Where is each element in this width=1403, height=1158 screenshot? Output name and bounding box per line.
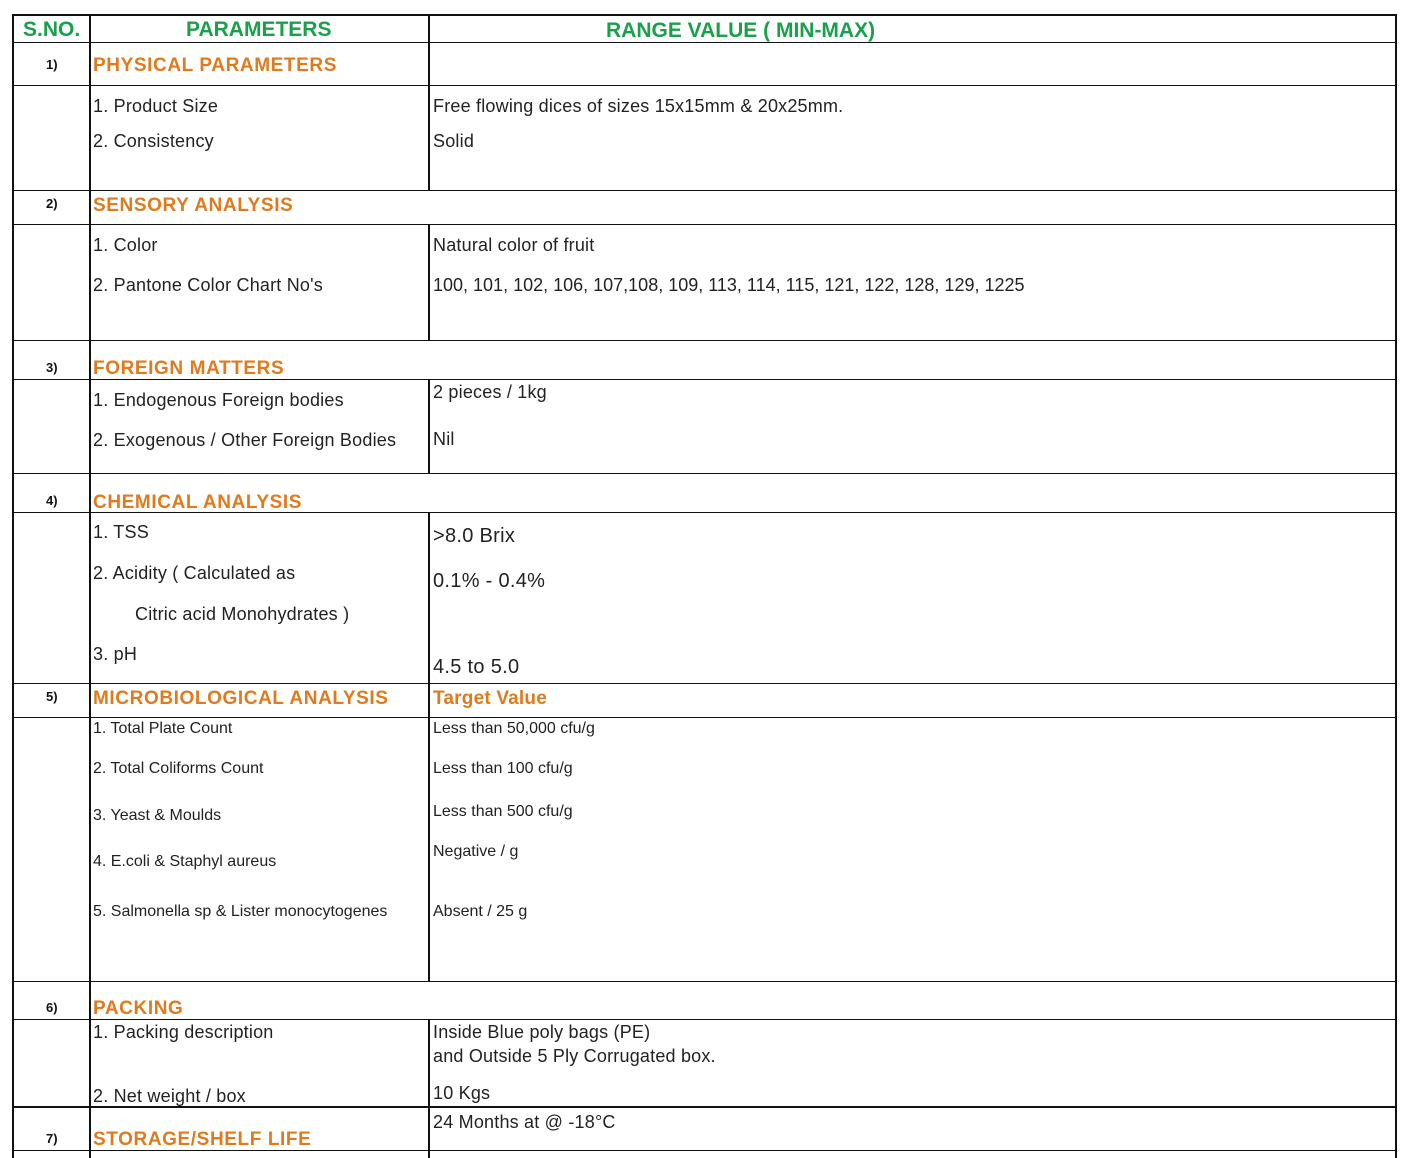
section-title-storage: STORAGE/SHELF LIFE [93, 1129, 312, 1150]
section-number: 6) [46, 1000, 58, 1015]
param-label: 2. Pantone Color Chart No's [93, 275, 323, 295]
param-value: Less than 50,000 cfu/g [433, 720, 595, 737]
row-divider [12, 85, 1397, 86]
section-title-microbiological: MICROBIOLOGICAL ANALYSIS [93, 688, 389, 709]
column-divider-value [428, 512, 430, 982]
section-title-physical: PHYSICAL PARAMETERS [93, 55, 338, 76]
column-divider-value [428, 224, 430, 341]
header-range-value: RANGE VALUE ( MIN-MAX) [606, 19, 876, 42]
row-divider [12, 340, 1397, 341]
section-title-foreign: FOREIGN MATTERS [93, 358, 285, 379]
table-border-right [1395, 14, 1397, 1158]
row-divider [12, 683, 1397, 684]
section-number: 3) [46, 360, 58, 375]
param-label: 1. TSS [93, 522, 149, 542]
section-number: 7) [46, 1131, 58, 1146]
header-parameters: PARAMETERS [186, 18, 332, 41]
param-value: Nil [433, 429, 455, 449]
row-divider [12, 1019, 1397, 1020]
section-title-packing: PACKING [93, 998, 184, 1019]
param-label: 2. Consistency [93, 131, 214, 151]
row-divider [12, 1106, 1397, 1108]
param-label-continued: Citric acid Monohydrates ) [135, 604, 350, 624]
row-divider [12, 224, 1397, 225]
param-value-continued: and Outside 5 Ply Corrugated box. [433, 1046, 716, 1066]
section-number: 1) [46, 57, 58, 72]
row-divider [12, 379, 1397, 380]
param-label: 1. Total Plate Count [93, 720, 233, 737]
row-divider [12, 717, 1397, 718]
param-value: Less than 100 cfu/g [433, 760, 573, 777]
param-value: 4.5 to 5.0 [433, 656, 520, 678]
param-value: Inside Blue poly bags (PE) [433, 1022, 651, 1042]
column-divider-sno [89, 14, 91, 1158]
row-divider [12, 981, 1397, 982]
row-divider [12, 473, 1397, 474]
section-title-chemical: CHEMICAL ANALYSIS [93, 492, 303, 513]
section-number: 5) [46, 689, 58, 704]
row-divider [12, 1150, 1397, 1151]
param-value: 2 pieces / 1kg [433, 382, 547, 402]
param-value: 100, 101, 102, 106, 107,108, 109, 113, 114, 115, 121, 122, 128, 129, 1225 [433, 275, 1025, 295]
param-label: 5. Salmonella sp & Lister monocytogenes [93, 903, 388, 920]
column-divider-value [428, 14, 430, 86]
param-value: Free flowing dices of sizes 15x15mm & 20x25mm. [433, 96, 844, 116]
table-border-left [12, 14, 14, 1158]
column-divider-value [428, 85, 430, 191]
param-label: 2. Acidity ( Calculated as [93, 563, 296, 583]
param-label: 3. pH [93, 644, 138, 664]
row-divider [12, 190, 1397, 191]
header-divider [12, 42, 1397, 43]
param-label: 2. Total Coliforms Count [93, 760, 264, 777]
param-label: 2. Net weight / box [93, 1086, 246, 1106]
param-value: Solid [433, 131, 475, 151]
param-value: 0.1% - 0.4% [433, 570, 546, 592]
param-label: 1. Packing description [93, 1022, 274, 1042]
table-border-top [12, 14, 1397, 16]
section-number: 4) [46, 493, 58, 508]
param-value: Natural color of fruit [433, 235, 595, 255]
column-divider-value [428, 379, 430, 474]
section-number: 2) [46, 196, 58, 211]
param-label: 1. Endogenous Foreign bodies [93, 390, 344, 410]
param-label: 1. Product Size [93, 96, 219, 116]
target-value-label: Target Value [433, 688, 547, 709]
header-sno: S.NO. [23, 18, 81, 41]
param-value: Absent / 25 g [433, 903, 528, 920]
param-value: Negative / g [433, 843, 519, 860]
param-value: 24 Months at @ -18°C [433, 1112, 616, 1132]
param-label: 1. Color [93, 235, 158, 255]
section-title-sensory: SENSORY ANALYSIS [93, 195, 294, 216]
param-label: 2. Exogenous / Other Foreign Bodies [93, 430, 397, 450]
param-label: 3. Yeast & Moulds [93, 807, 222, 824]
param-value: >8.0 Brix [433, 525, 516, 547]
param-value: 10 Kgs [433, 1083, 491, 1103]
column-divider-value [428, 1019, 430, 1158]
param-value: Less than 500 cfu/g [433, 803, 573, 820]
param-label: 4. E.coli & Staphyl aureus [93, 853, 277, 870]
